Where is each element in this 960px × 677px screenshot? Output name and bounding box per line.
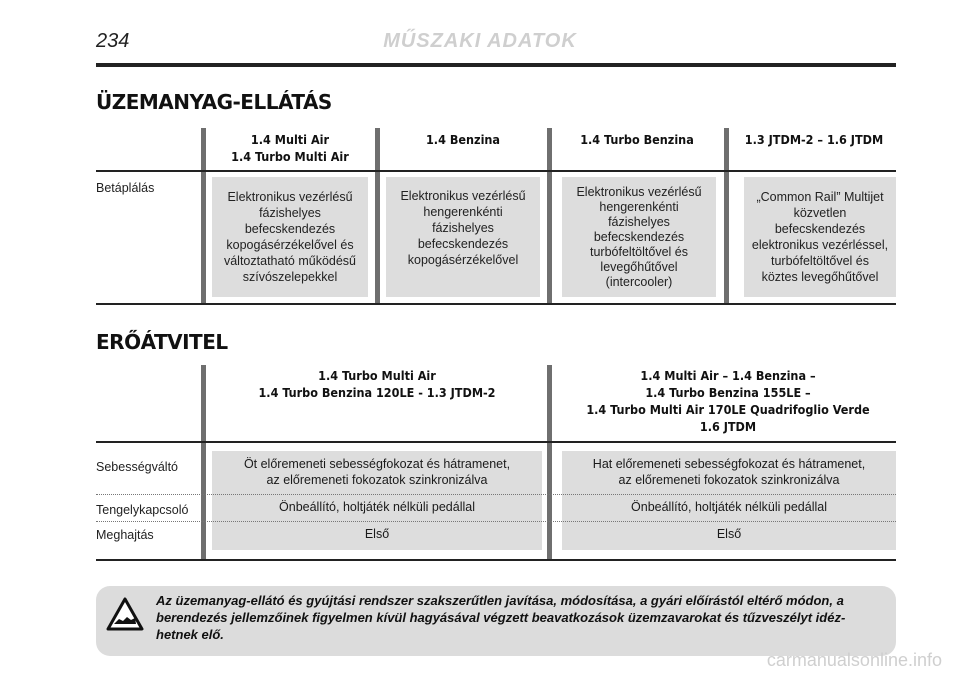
fuel-column-header: 1.3 JTDM-2 – 1.6 JTDM <box>744 132 884 147</box>
table-rule <box>96 170 896 172</box>
transmission-column-header: 1.4 Multi Air – 1.4 Benzina – 1.4 Turbo Benzina 155LE – 1.4 Turbo Multi Air 170LE Quadrifoglio Verde 1.6 JTDM <box>586 368 870 434</box>
fuel-cell: Elektronikus vezérlésű hengerenkénti fázishelyes befecskendezés turbófeltöltővel és levegőhűtővel (intercooler) <box>562 177 716 297</box>
fuel-column-header: 1.4 Multi Air 1.4 Turbo Multi Air <box>231 132 349 164</box>
page-header-title: MŰSZAKI ADATOK <box>383 30 577 52</box>
transmission-value: Önbeállító, holtjáték nélküli pedállal <box>279 500 475 514</box>
row-separator <box>96 494 896 495</box>
transmission-value: Öt előremeneti sebességfokozat és hátramenet, az előremeneti fokozatok szinkronizálva <box>243 457 511 487</box>
column-divider <box>375 128 380 304</box>
warning-text: Az üzemanyag-ellátó és gyújtási rendszer szakszerűtlen javítása, módosítása, a gyári előírástól eltérő módon, a berendezés jellemzőinek figyelmen kívül hagyásával végzett beavatkozások üzemzavarokat és tűzveszélyt idéz-hetnek elő. <box>156 593 846 642</box>
row-label-meghajtas: Meghajtás <box>96 528 154 542</box>
transmission-column-header: 1.4 Turbo Multi Air 1.4 Turbo Benzina 120LE - 1.3 JTDM-2 <box>258 368 496 400</box>
watermark: carmanualsonline.info <box>766 650 942 670</box>
transmission-value: Hat előremeneti sebességfokozat és hátramenet, az előremeneti fokozatok szinkronizálva <box>592 457 866 487</box>
column-divider <box>547 365 552 560</box>
column-divider <box>724 128 729 304</box>
column-divider <box>547 128 552 304</box>
table-rule <box>96 441 896 443</box>
page-number: 234 <box>96 30 130 52</box>
transmission-value: Első <box>364 527 390 541</box>
table-rule <box>96 559 896 561</box>
fuel-cell: Elektronikus vezérlésű hengerenkénti fázishelyes befecskendezés kopogásérzékelővel <box>386 177 540 297</box>
column-divider <box>201 128 206 304</box>
transmission-value: Első <box>716 527 742 541</box>
transmission-value: Önbeállító, holtjáték nélküli pedállal <box>631 500 827 514</box>
warning-triangle-icon <box>106 597 144 631</box>
table-rule <box>96 303 896 305</box>
header-rule <box>96 63 896 67</box>
row-label-tengelykapcsolo: Tengelykapcsoló <box>96 503 189 517</box>
fuel-section-title: ÜZEMANYAG-ELLÁTÁS <box>96 90 332 114</box>
transmission-section-title: ERŐÁTVITEL <box>96 330 228 354</box>
fuel-cell: Elektronikus vezérlésű fázishelyes befecskendezés kopogásérzékelővel és változtatható működésű szívószelepekkel <box>212 177 368 297</box>
row-label-betaplalas: Betáplálás <box>96 181 155 195</box>
fuel-column-header: 1.4 Turbo Benzina <box>580 132 694 147</box>
row-label-sebessegvalto: Sebességváltó <box>96 460 179 474</box>
row-separator <box>96 521 896 522</box>
fuel-cell: „Common Rail” Multijet közvetlen befecskendezés elektronikus vezérléssel, turbófeltöltővel és köztes levegőhűtővel <box>744 177 896 297</box>
fuel-column-header: 1.4 Benzina <box>425 132 501 147</box>
column-divider <box>201 365 206 560</box>
